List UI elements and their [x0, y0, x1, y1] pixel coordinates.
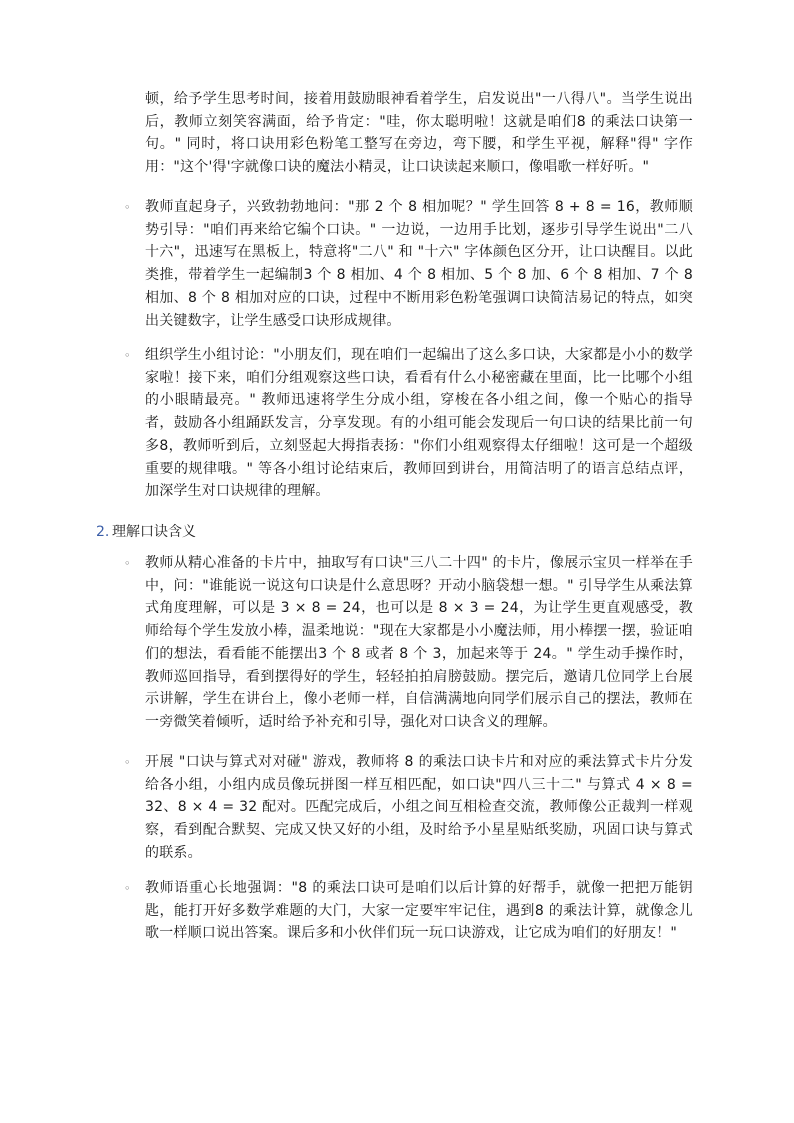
- list-item-group-discussion: 组织学生小组讨论："小朋友们，现在咱们一起编出了这么多口诀，大家都是小小的数学家啦！接下来，咱们分组观察这些口诀，看看有什么小秘密藏在里面，比一比哪个小组的小眼睛最亮。" 教师迅速将学生分成小组，穿梭在各小组之间，像一个贴心的指导者，鼓励各小组踊跃发言，分享发现。有的小组可能会发现后一句口诀的结果比前一句多8，教师听到后，立刻竖起大拇指表扬："你们小组观察得太仔细啦！这可是一个超级重要的规律哦。" 等各小组讨论结束后，教师回到讲台，用简洁明了的语言总结点评，加深学生对口诀规律的理解。: [145, 347, 693, 500]
- bullet-marker: ◦: [124, 882, 131, 895]
- list-item-teacher-emphasis: 教师语重心长地强调："8 的乘法口诀可是咱们以后计算的好帮手，就像一把把万能钥匙，能打开好多数学难题的大门，大家一定要牢牢记住，遇到8 的乘法计算，就像念儿歌一样顺口说出答案。课后多和小伙伴们玩一玩口诀游戏，让它成为咱们的好朋友！": [145, 880, 693, 942]
- list-item-compose-mnemonics: 教师直起身子，兴致勃勃地问："那 2 个 8 相加呢？" 学生回答 8 + 8 = 16，教师顺势引导："咱们再来给它编个口诀。" 一边说，一边用手比划，逐步引导学生说出"二八十六"，迅速写在黑板上，特意将"二八" 和 "十六" 字体颜色区分开，让口诀醒目。以此类推，带着学生一起编制3 个 8 相加、4 个 8 相加、5 个 8 加、6 个 8 相加、7 个 8 相加、8 个 8 相加对应的口诀，过程中不断用彩色粉笔强调口诀简洁易记的特点，如突出关键数字，让学生感受口诀形成规律。: [145, 199, 693, 329]
- list-item-matching-game: 开展 "口诀与算式对对碰" 游戏，教师将 8 的乘法口诀卡片和对应的乘法算式卡片分发给各小组，小组内成员像玩拼图一样互相匹配，如口诀"四八三十二" 与算式 4 × 8 = 32、8 × 4 = 32 配对。匹配完成后，小组之间互相检查交流，教师像公正裁判一样观察，看到配合默契、完成又快又好的小组，及时给予小星星贴纸奖励，巩固口诀与算式的联系。: [145, 754, 693, 861]
- bullet-marker: ◦: [124, 201, 131, 214]
- bullet-marker: ◦: [124, 349, 131, 362]
- list-item-card-explanation: 教师从精心准备的卡片中，抽取写有口诀"三八二十四" 的卡片，像展示宝贝一样举在手中，问："谁能说一说这句口诀是什么意思呀？开动小脑袋想一想。" 引导学生从乘法算式角度理解，可以是 3 × 8 = 24，也可以是 8 × 3 = 24，为让学生更直观感受，教师给每个学生发放小棒，温柔地说："现在大家都是小小魔法师，用小棒摆一摆，验证咱们的想法，看看能不能摆出3 个 8 或者 8 个 3，加起来等于 24。" 学生动手操作时，教师巡回指导，看到摆得好的学生，轻轻拍拍肩膀鼓励。摆完后，邀请几位同学上台展示讲解，学生在讲台上，像小老师一样，自信满满地向同学们展示自己的摆法，教师在一旁微笑着倾听，适时给予补充和引导，强化对口诀含义的理解。: [145, 555, 693, 730]
- bullet-marker: ◦: [124, 756, 131, 769]
- section-number: 2.: [96, 524, 110, 540]
- section-heading-understand-meaning: [96, 521, 196, 543]
- section-title: 理解口诀含义: [112, 524, 196, 540]
- continued-paragraph: 顿，给予学生思考时间，接着用鼓励眼神看着学生，启发说出"一八得八"。当学生说出后，教师立刻笑容满面，给予肯定："哇，你太聪明啦！这就是咱们8 的乘法口诀第一句。" 同时，将口诀用彩色粉笔工整写在旁边，弯下腰，和学生平视，解释"得" 字作用："这个'得'字就像口诀的魔法小精灵，让口诀读起来顺口，像唱歌一样好听。": [145, 91, 693, 176]
- bullet-marker: ◦: [124, 557, 131, 570]
